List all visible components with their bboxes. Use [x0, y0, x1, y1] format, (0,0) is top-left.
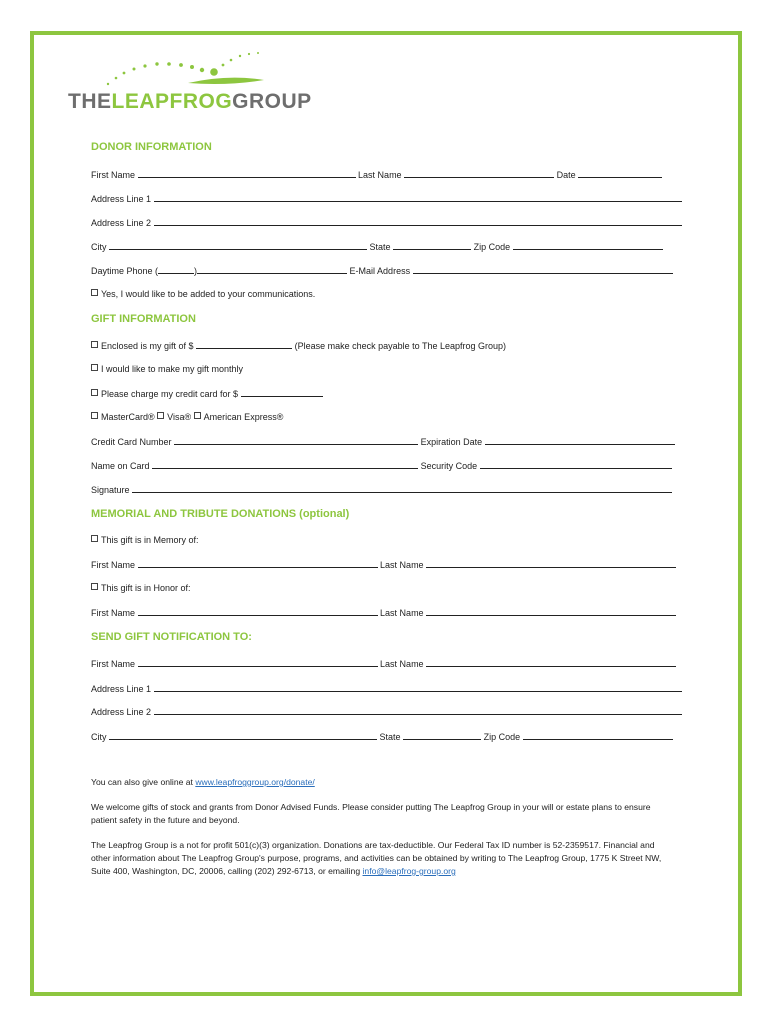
notify-heading: SEND GIFT NOTIFICATION TO:	[91, 631, 252, 643]
honor-name-row	[91, 607, 676, 619]
leapfrog-arc-icon	[68, 50, 268, 92]
notify-first-name-label: First Name	[91, 659, 136, 669]
stock-grants-paragraph: We welcome gifts of stock and grants from Donor Advised Funds. Please consider putting The Leapfrog Group in your will or estate plans to ensure patient safety in the future and beyond.	[91, 802, 651, 825]
memory-row	[91, 535, 199, 546]
charge-checkbox[interactable]	[91, 389, 98, 396]
notify-zip-label: Zip Code	[483, 732, 521, 742]
name-on-card-field[interactable]	[152, 460, 418, 469]
phone-label: Daytime Phone (	[91, 266, 159, 276]
notify-first-name-field[interactable]	[138, 658, 378, 667]
last-name-field[interactable]	[404, 169, 554, 178]
memory-first-name-field[interactable]	[138, 559, 378, 568]
city-label: City	[91, 242, 107, 252]
honor-checkbox[interactable]	[91, 583, 98, 590]
logo-word-leapfrog: LEAPFROG	[111, 90, 233, 113]
signature-label: Signature	[91, 485, 130, 495]
monthly-checkbox[interactable]	[91, 364, 98, 371]
date-label: Date	[556, 170, 576, 180]
notify-city-row	[91, 731, 673, 743]
memorial-heading: MEMORIAL AND TRIBUTE DONATIONS (optional)	[91, 508, 350, 520]
card-number-label: Credit Card Number	[91, 437, 172, 447]
honor-row	[91, 583, 191, 594]
logo-word-the: THE	[68, 90, 112, 113]
memory-checkbox[interactable]	[91, 535, 98, 542]
notify-city-field[interactable]	[109, 731, 377, 740]
donor-address2-row	[91, 217, 682, 229]
honor-label: This gift is in Honor of:	[101, 583, 191, 593]
notify-name-row	[91, 658, 676, 670]
first-name-field[interactable]	[138, 169, 356, 178]
donor-city-row	[91, 241, 663, 253]
charge-amount-field[interactable]	[241, 388, 323, 397]
opt-in-checkbox[interactable]	[91, 289, 98, 296]
date-field[interactable]	[578, 169, 662, 178]
honor-last-name-label: Last Name	[380, 608, 424, 618]
gift-enclosed-row	[91, 340, 506, 352]
opt-in-label: Yes, I would like to be added to your communications.	[101, 289, 316, 299]
visa-checkbox[interactable]	[157, 412, 164, 419]
notify-address1-label: Address Line 1	[91, 684, 152, 694]
notify-last-name-label: Last Name	[380, 659, 424, 669]
state-field[interactable]	[393, 241, 471, 250]
gift-monthly-row	[91, 364, 243, 375]
notify-zip-field[interactable]	[523, 731, 673, 740]
logo-word-group: GROUP	[232, 90, 312, 113]
donor-heading: DONOR INFORMATION	[91, 141, 212, 153]
online-prefix: You can also give online at	[91, 777, 196, 787]
amex-checkbox[interactable]	[194, 412, 201, 419]
phone-paren: )	[194, 266, 198, 276]
notify-address2-row	[91, 706, 682, 718]
state-label: State	[369, 242, 391, 252]
email-field[interactable]	[413, 265, 673, 274]
memory-last-name-label: Last Name	[380, 560, 424, 570]
charge-label: Please charge my credit card for $	[101, 389, 239, 399]
address2-label: Address Line 2	[91, 218, 152, 228]
card-number-field[interactable]	[174, 436, 418, 445]
mastercard-checkbox[interactable]	[91, 412, 98, 419]
visa-label: Visa®	[167, 412, 192, 422]
memory-last-name-field[interactable]	[426, 559, 676, 568]
notify-state-field[interactable]	[403, 731, 481, 740]
zip-field[interactable]	[513, 241, 663, 250]
email-link[interactable]: info@leapfrog-group.org	[362, 866, 456, 876]
notify-address1-field[interactable]	[154, 683, 682, 692]
enclosed-checkbox[interactable]	[91, 341, 98, 348]
opt-in-row	[91, 289, 315, 300]
enclosed-amount-field[interactable]	[196, 340, 292, 349]
donor-address1-row	[91, 193, 682, 205]
honor-last-name-field[interactable]	[426, 607, 676, 616]
enclosed-label: Enclosed is my gift of $	[101, 341, 194, 351]
nonprofit-text: The Leapfrog Group is a not for profit 501(c)(3) organization. Donations are tax-deductible. Our Federal Tax ID number is 52-2359517. Financial and other information about The Leapfrog Group's purpose, programs, and activities can be obtained by writing to The Leapfrog Group, 1775 K Street NW, Suite 400, Washington, DC, 20006, calling (202) 292-6713, or emailing	[91, 840, 662, 876]
donate-link[interactable]: www.leapfroggroup.org/donate/	[195, 777, 315, 787]
leapfrog-logo	[68, 50, 312, 113]
online-giving-text	[91, 776, 671, 789]
gift-charge-row	[91, 388, 323, 400]
memory-label: This gift is in Memory of:	[101, 535, 199, 545]
mastercard-label: MasterCard®	[101, 412, 155, 422]
memory-first-name-label: First Name	[91, 560, 136, 570]
notify-address1-row	[91, 683, 682, 695]
monthly-label: I would like to make my gift monthly	[101, 364, 244, 374]
donor-contact-row	[91, 265, 673, 277]
name-on-card-row	[91, 460, 672, 472]
address1-field[interactable]	[154, 193, 682, 202]
gift-heading: GIFT INFORMATION	[91, 313, 196, 325]
city-field[interactable]	[109, 241, 367, 250]
card-number-row	[91, 436, 675, 448]
donor-name-row	[91, 169, 662, 181]
notify-address2-label: Address Line 2	[91, 707, 152, 717]
notify-state-label: State	[379, 732, 401, 742]
signature-field[interactable]	[132, 484, 672, 493]
address2-field[interactable]	[154, 217, 682, 226]
notify-last-name-field[interactable]	[426, 658, 676, 667]
expiration-field[interactable]	[485, 436, 675, 445]
name-on-card-label: Name on Card	[91, 461, 150, 471]
expiration-label: Expiration Date	[420, 437, 483, 447]
zip-label: Zip Code	[473, 242, 511, 252]
security-label: Security Code	[420, 461, 478, 471]
email-label: E-Mail Address	[349, 266, 411, 276]
notify-address2-field[interactable]	[154, 706, 682, 715]
memory-name-row	[91, 559, 676, 571]
security-field[interactable]	[480, 460, 672, 469]
address1-label: Address Line 1	[91, 194, 152, 204]
last-name-label: Last Name	[358, 170, 402, 180]
nonprofit-paragraph	[91, 839, 671, 878]
signature-row	[91, 484, 672, 496]
card-type-row	[91, 412, 283, 423]
area-code-field[interactable]	[158, 265, 194, 274]
honor-first-name-label: First Name	[91, 608, 136, 618]
notify-city-label: City	[91, 732, 107, 742]
phone-field[interactable]	[197, 265, 347, 274]
first-name-label: First Name	[91, 170, 136, 180]
amex-label: American Express®	[203, 412, 284, 422]
logo-wordmark	[68, 90, 312, 114]
honor-first-name-field[interactable]	[138, 607, 378, 616]
enclosed-note: (Please make check payable to The Leapfrog Group)	[294, 341, 507, 351]
